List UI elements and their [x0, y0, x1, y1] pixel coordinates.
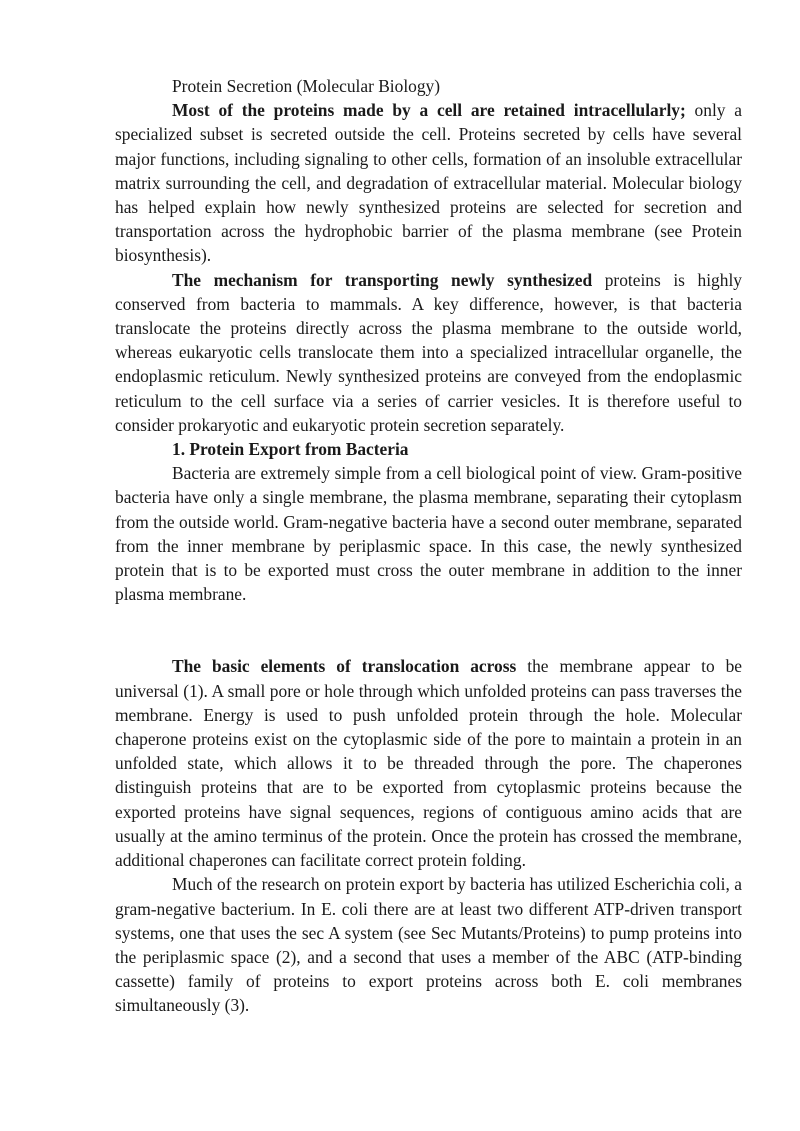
paragraph-translocation-text: the membrane appear to be universal (1). A small pore or hole through which unfolded proteins can pass traverses the membrane. Energy is used to push unfolded protein through the hole. Molecular chaperone proteins exist on the cytoplasmic side of the pore to maintain a protein in an unfolded state, which allows it to be threaded through the pore. The chaperones distinguish proteins that are to be exported from cytoplasmic proteins because the exported proteins have signal sequences, regions of contiguous amino acids that are usually at the amino terminus of the protein. Once the protein has crossed the membrane, additional chaperones can facilitate correct protein folding.	[115, 656, 743, 871]
paragraph-bacteria: Bacteria are extremely simple from a cell biological point of view. Gram-positive bacteria have only a single membrane, the plasma membrane, separating their cytoplasm from the outside world. Gram-negative bacteria have a second outer membrane, separated from the inner membrane by periplasmic space. In this case, the newly synthesized protein that is to be exported must cross the outer membrane in addition to the inner plasma membrane.	[115, 463, 742, 605]
paragraph-translocation	[115, 654, 742, 872]
section-heading-bacteria-export: 1. Protein Export from Bacteria	[172, 439, 409, 460]
paragraph-mechanism-lead: The mechanism for transporting newly synthesized	[172, 269, 593, 290]
paragraph-intro	[115, 98, 742, 267]
paragraph-mechanism	[115, 268, 742, 437]
paragraph-gap	[115, 606, 742, 654]
paragraph-intro-lead: Most of the proteins made by a cell are retained intracellularly;	[172, 100, 686, 121]
document-title: Protein Secretion (Molecular Biology)	[172, 76, 441, 96]
paragraph-ecoli: Much of the research on protein export by bacteria has utilized Escherichia coli, a gram-negative bacterium. In E. coli there are at least two different ATP-driven transport systems, one that uses the sec A system (see Sec Mutants/Proteins) to pump proteins into the periplasmic space (2), and a second that uses a member of the ABC (ATP-binding cassette) family of proteins to export proteins across both E. coli membranes simultaneously (3).	[115, 874, 742, 1016]
paragraph-translocation-lead: The basic elements of translocation across	[172, 656, 517, 677]
paragraph-intro-text: only a specialized subset is secreted outside the cell. Proteins secreted by cells have several major functions, including signaling to other cells, formation of an insoluble extracellular matrix surrounding the cell, and degradation of extracellular material. Molecular biology has helped explain how newly synthesized proteins are selected for secretion and transportation across the hydrophobic barrier of the plasma membrane (see Protein biosynthesis).	[115, 100, 742, 266]
paragraph-mechanism-text: proteins is highly conserved from bacteria to mammals. A key difference, however, is that bacteria translocate the proteins directly across the plasma membrane to the outside world, whereas eukaryotic cells translocate them into a specialized intracellular organelle, the endoplasmic reticulum. Newly synthesized proteins are conveyed from the endoplasmic reticulum to the cell surface via a series of carrier vesicles. It is therefore useful to consider prokaryotic and eukaryotic protein secretion separately.	[115, 269, 742, 435]
document-page	[115, 74, 742, 1018]
